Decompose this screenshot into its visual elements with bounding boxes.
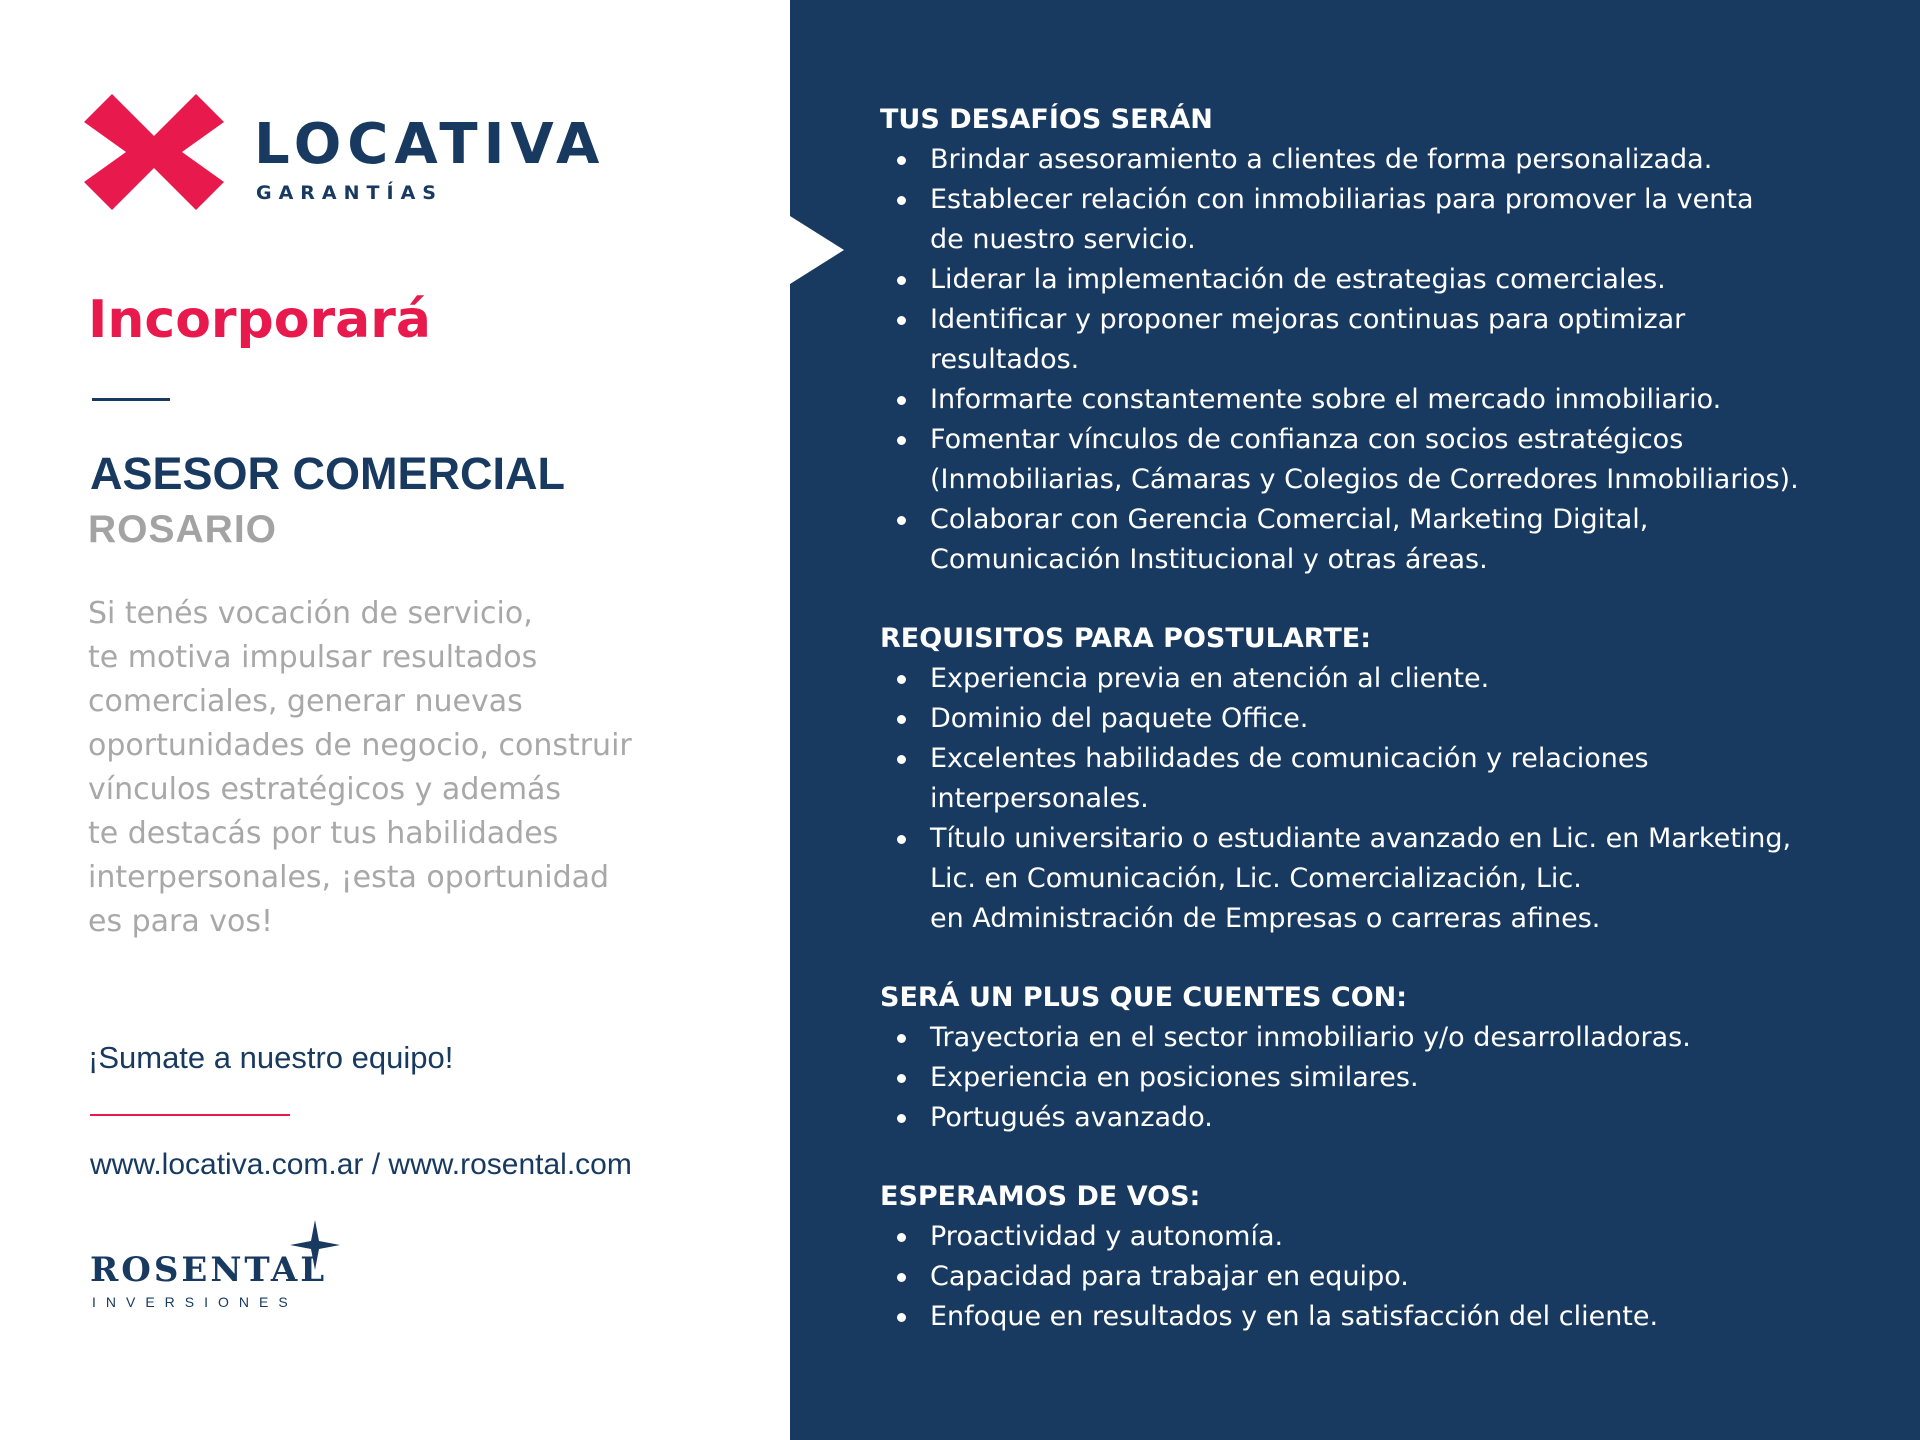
list-item (880, 1217, 1890, 1257)
locativa-logo (84, 94, 684, 214)
list-item-text: Experiencia previa en atención al cliente. (930, 663, 1490, 694)
bullet-list (880, 140, 1890, 580)
bullet-icon (897, 1233, 906, 1242)
bullet-icon (897, 1273, 906, 1282)
list-item-text: interpersonales. (930, 783, 1149, 814)
intro-line: interpersonales, ¡esta oportunidad (88, 860, 610, 895)
bullet-icon (897, 276, 906, 285)
section (880, 978, 1890, 1138)
list-item (880, 659, 1890, 699)
job-title: ASESOR COMERCIAL (90, 448, 566, 499)
list-item (880, 300, 1890, 380)
bullet-icon (897, 715, 906, 724)
list-item (880, 260, 1890, 300)
section-title: REQUISITOS PARA POSTULARTE: (880, 623, 1372, 654)
list-item-text: Excelentes habilidades de comunicación y relaciones (930, 743, 1649, 774)
list-item-text: Capacidad para trabajar en equipo. (930, 1261, 1409, 1292)
red-x-mark-icon (84, 94, 224, 210)
bullet-icon (897, 156, 906, 165)
list-item (880, 739, 1890, 819)
headline: Incorporará (88, 290, 431, 350)
list-item (880, 1018, 1890, 1058)
list-item (880, 180, 1890, 260)
list-item-text: Portugués avanzado. (930, 1102, 1213, 1133)
list-item-text: Enfoque en resultados y en la satisfacción del cliente. (930, 1301, 1659, 1332)
section (880, 100, 1890, 580)
bullet-list (880, 1018, 1890, 1138)
intro-line: Si tenés vocación de servicio, (88, 596, 533, 631)
call-to-action: ¡Sumate a nuestro equipo! (88, 1040, 454, 1075)
intro-line: te motiva impulsar resultados (88, 640, 538, 675)
intro-line: vínculos estratégicos y además (88, 772, 562, 807)
intro-line: es para vos! (88, 904, 274, 939)
intro-line: oportunidades de negocio, construir (88, 728, 632, 763)
bullet-icon (897, 436, 906, 445)
list-item (880, 699, 1890, 739)
list-item-text: (Inmobiliarias, Cámaras y Colegios de Corredores Inmobiliarios). (930, 464, 1799, 495)
list-item-text: Comunicación Institucional y otras áreas. (930, 544, 1488, 575)
accent-divider (90, 1114, 290, 1116)
section-title: ESPERAMOS DE VOS: (880, 1181, 1201, 1212)
list-item-text: Brindar asesoramiento a clientes de forma personalizada. (930, 144, 1713, 175)
job-details (880, 100, 1890, 1376)
bullet-icon (897, 675, 906, 684)
list-item-text: de nuestro servicio. (930, 224, 1196, 255)
list-item (880, 1098, 1890, 1138)
list-item-text: Proactividad y autonomía. (930, 1221, 1284, 1252)
bullet-icon (897, 1034, 906, 1043)
bullet-icon (897, 196, 906, 205)
bullet-icon (897, 835, 906, 844)
list-item-text: Dominio del paquete Office. (930, 703, 1309, 734)
list-item (880, 500, 1890, 580)
list-item-text: resultados. (930, 344, 1080, 375)
list-item (880, 140, 1890, 180)
bullet-icon (897, 1114, 906, 1123)
bullet-icon (897, 516, 906, 525)
list-item (880, 819, 1890, 939)
list-item (880, 420, 1890, 500)
bullet-icon (897, 755, 906, 764)
intro-text (88, 592, 778, 944)
list-item (880, 1058, 1890, 1098)
panel-notch (790, 216, 844, 284)
section-title: SERÁ UN PLUS QUE CUENTES CON: (880, 982, 1408, 1013)
bullet-icon (897, 1074, 906, 1083)
logo-name: LOCATIVA (254, 112, 606, 177)
divider (92, 398, 170, 401)
bullet-icon (897, 396, 906, 405)
list-item (880, 1257, 1890, 1297)
section (880, 1177, 1890, 1337)
list-item-text: Informarte constantemente sobre el mercado inmobiliario. (930, 384, 1722, 415)
list-item-text: Lic. en Comunicación, Lic. Comercialización, Lic. (930, 863, 1582, 894)
intro-line: comerciales, generar nuevas (88, 684, 523, 719)
rosental-logo (90, 1220, 350, 1310)
list-item-text: Fomentar vínculos de confianza con socios estratégicos (930, 424, 1684, 455)
partner-name: ROSENTAL (90, 1250, 328, 1290)
section-title: TUS DESAFÍOS SERÁN (880, 104, 1213, 135)
section (880, 619, 1890, 939)
list-item-text: en Administración de Empresas o carreras afines. (930, 903, 1601, 934)
list-item-text: Identificar y proponer mejoras continuas para optimizar (930, 304, 1686, 335)
website-links[interactable]: www.locativa.com.ar / www.rosental.com (90, 1148, 632, 1181)
logo-subtitle: GARANTÍAS (256, 182, 443, 204)
list-item (880, 380, 1890, 420)
partner-subtitle: INVERSIONES (92, 1294, 298, 1310)
list-item-text: Experiencia en posiciones similares. (930, 1062, 1419, 1093)
list-item-text: Liderar la implementación de estrategias comerciales. (930, 264, 1666, 295)
list-item-text: Establecer relación con inmobiliarias para promover la venta (930, 184, 1754, 215)
list-item-text: Trayectoria en el sector inmobiliario y/o desarrolladoras. (930, 1022, 1691, 1053)
job-city: ROSARIO (88, 508, 278, 551)
list-item-text: Colaborar con Gerencia Comercial, Marketing Digital, (930, 504, 1649, 535)
bullet-icon (897, 1313, 906, 1322)
bullet-list (880, 1217, 1890, 1337)
bullet-list (880, 659, 1890, 939)
bullet-icon (897, 316, 906, 325)
list-item (880, 1297, 1890, 1337)
list-item-text: Título universitario o estudiante avanzado en Lic. en Marketing, (930, 823, 1792, 854)
intro-line: te destacás por tus habilidades (88, 816, 559, 851)
